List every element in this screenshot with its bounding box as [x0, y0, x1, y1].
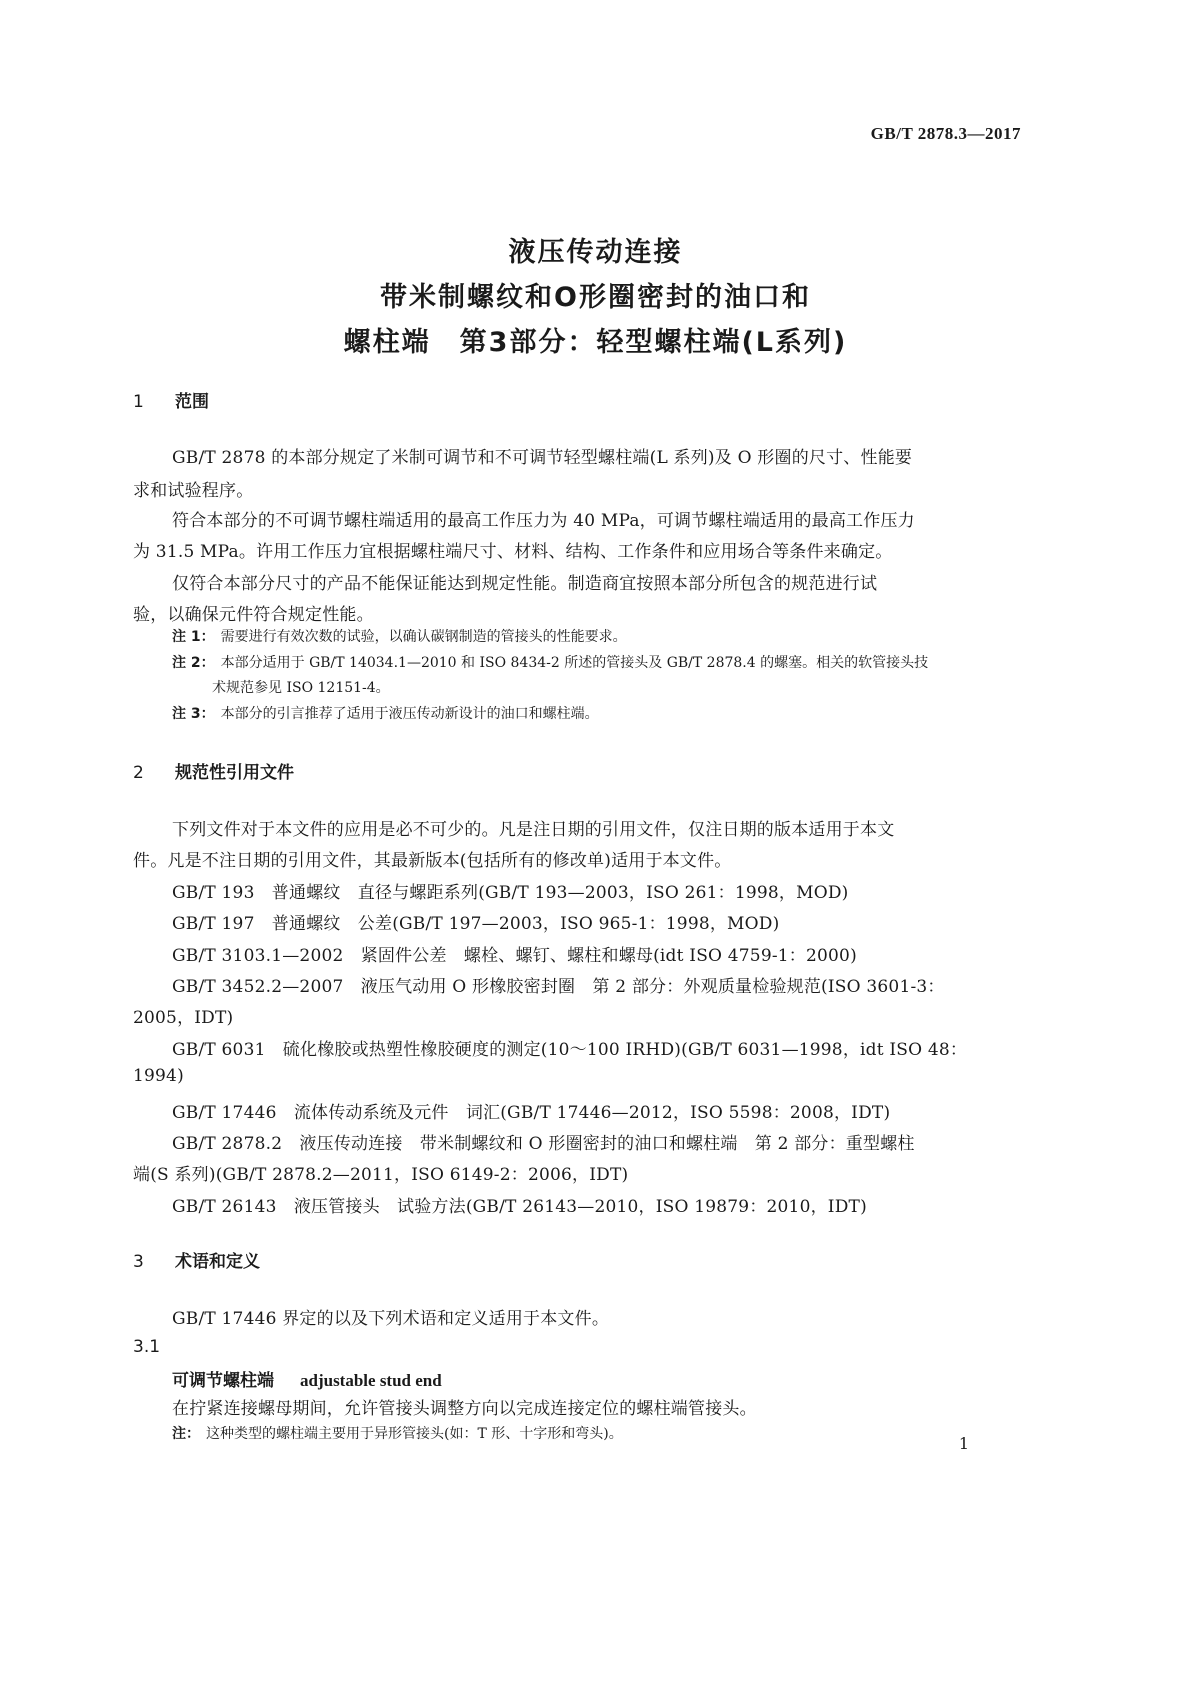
note-text: 本部分适用于 GB/T 14034.1—2010 和 ISO 8434-2 所述的管接头及 GB/T 2878.4 的螺塞。相关的软管接头技	[220, 655, 929, 671]
scope-paragraph-2-line-1: 符合本部分的不可调节螺柱端适用的最高工作压力为 40 MPa，可调节螺柱端适用的最高工作压力	[172, 511, 915, 531]
reference-item: GB/T 3103.1—2002 紧固件公差 螺栓、螺钉、螺柱和螺母(idt ISO 4759-1：2000)	[172, 946, 857, 966]
term-chinese: 可调节螺柱端	[172, 1371, 274, 1391]
title-line-3: 螺柱端 第3部分：轻型螺柱端(L系列)	[343, 327, 848, 358]
references-intro-line-2: 件。凡是不注日期的引用文件，其最新版本(包括所有的修改单)适用于本文件。	[133, 851, 732, 871]
section-3-heading	[133, 1247, 260, 1272]
title-line-2: 带米制螺纹和O形圈密封的油口和	[380, 282, 811, 313]
scope-paragraph-1-line-2: 求和试验程序。	[133, 481, 254, 501]
term-note	[172, 1423, 623, 1443]
scope-paragraph-3-line-1: 仅符合本部分尺寸的产品不能保证能达到规定性能。制造商宜按照本部分所包含的规范进行试	[172, 574, 878, 594]
term-entry	[172, 1366, 442, 1391]
references-intro-line-1: 下列文件对于本文件的应用是必不可少的。凡是注日期的引用文件，仅注日期的版本适用于本文	[172, 820, 895, 840]
title-line-1: 液压传动连接	[508, 237, 683, 268]
note-text: 本部分的引言推荐了适用于液压传动新设计的油口和螺柱端。	[220, 706, 599, 722]
note-label: 注 1：	[172, 629, 215, 645]
reference-item-continuation: 端(S 系列)(GB/T 2878.2—2011，ISO 6149-2：2006，IDT)	[133, 1165, 629, 1185]
page-number: 1	[958, 1434, 969, 1453]
note-label: 注：	[172, 1426, 200, 1442]
reference-item: GB/T 197 普通螺纹 公差(GB/T 197—2003，ISO 965-1：1998，MOD)	[172, 914, 780, 934]
section-3-number: 3	[133, 1252, 144, 1272]
section-1-number: 1	[133, 392, 144, 412]
scope-paragraph-3-line-2: 验，以确保元件符合规定性能。	[133, 605, 374, 625]
section-2-number: 2	[133, 763, 144, 783]
note-text: 需要进行有效次数的试验，以确认碳钢制造的管接头的性能要求。	[220, 629, 627, 645]
scope-note-2	[172, 652, 928, 672]
section-1-title: 范围	[175, 392, 209, 412]
term-number: 3.1	[133, 1337, 161, 1357]
scope-paragraph-1-line-1: GB/T 2878 的本部分规定了米制可调节和不可调节轻型螺柱端(L 系列)及 O 形圈的尺寸、性能要	[172, 448, 913, 468]
reference-item: GB/T 26143 液压管接头 试验方法(GB/T 26143—2010，ISO 19879：2010，IDT)	[172, 1197, 867, 1217]
standard-code: GB/T 2878.3—2017	[870, 124, 1021, 143]
term-english: adjustable stud end	[300, 1371, 442, 1390]
term-definition: 在拧紧连接螺母期间，允许管接头调整方向以完成连接定位的螺柱端管接头。	[172, 1399, 757, 1419]
section-2-heading	[133, 758, 294, 783]
scope-note-1	[172, 626, 627, 646]
reference-item: GB/T 6031 硫化橡胶或热塑性橡胶硬度的测定(10～100 IRHD)(GB/T 6031—1998，idt ISO 48：	[172, 1040, 968, 1060]
reference-item: GB/T 2878.2 液压传动连接 带米制螺纹和 O 形圈密封的油口和螺柱端 第 2 部分：重型螺柱	[172, 1134, 915, 1154]
section-1-heading	[133, 387, 209, 412]
note-text: 这种类型的螺柱端主要用于异形管接头(如：T 形、十字形和弯头)。	[206, 1426, 623, 1442]
scope-note-2-continuation: 术规范参见 ISO 12151-4。	[212, 680, 390, 696]
scope-note-3	[172, 703, 599, 723]
reference-item-continuation: 1994)	[133, 1066, 184, 1086]
reference-item: GB/T 17446 流体传动系统及元件 词汇(GB/T 17446—2012，ISO 5598：2008，IDT)	[172, 1103, 891, 1123]
terms-intro: GB/T 17446 界定的以及下列术语和定义适用于本文件。	[172, 1309, 610, 1329]
reference-item: GB/T 193 普通螺纹 直径与螺距系列(GB/T 193—2003，ISO 261：1998，MOD)	[172, 883, 849, 903]
note-label: 注 3：	[172, 706, 215, 722]
reference-item-continuation: 2005，IDT)	[133, 1008, 234, 1028]
scope-paragraph-2-line-2: 为 31.5 MPa。许用工作压力宜根据螺柱端尺寸、材料、结构、工作条件和应用场合等条件来确定。	[133, 542, 893, 562]
reference-item: GB/T 3452.2—2007 液压气动用 O 形橡胶密封圈 第 2 部分：外观质量检验规范(ISO 3601-3：	[172, 977, 945, 997]
section-2-title: 规范性引用文件	[175, 763, 294, 783]
note-label: 注 2：	[172, 655, 215, 671]
section-3-title: 术语和定义	[175, 1252, 260, 1272]
